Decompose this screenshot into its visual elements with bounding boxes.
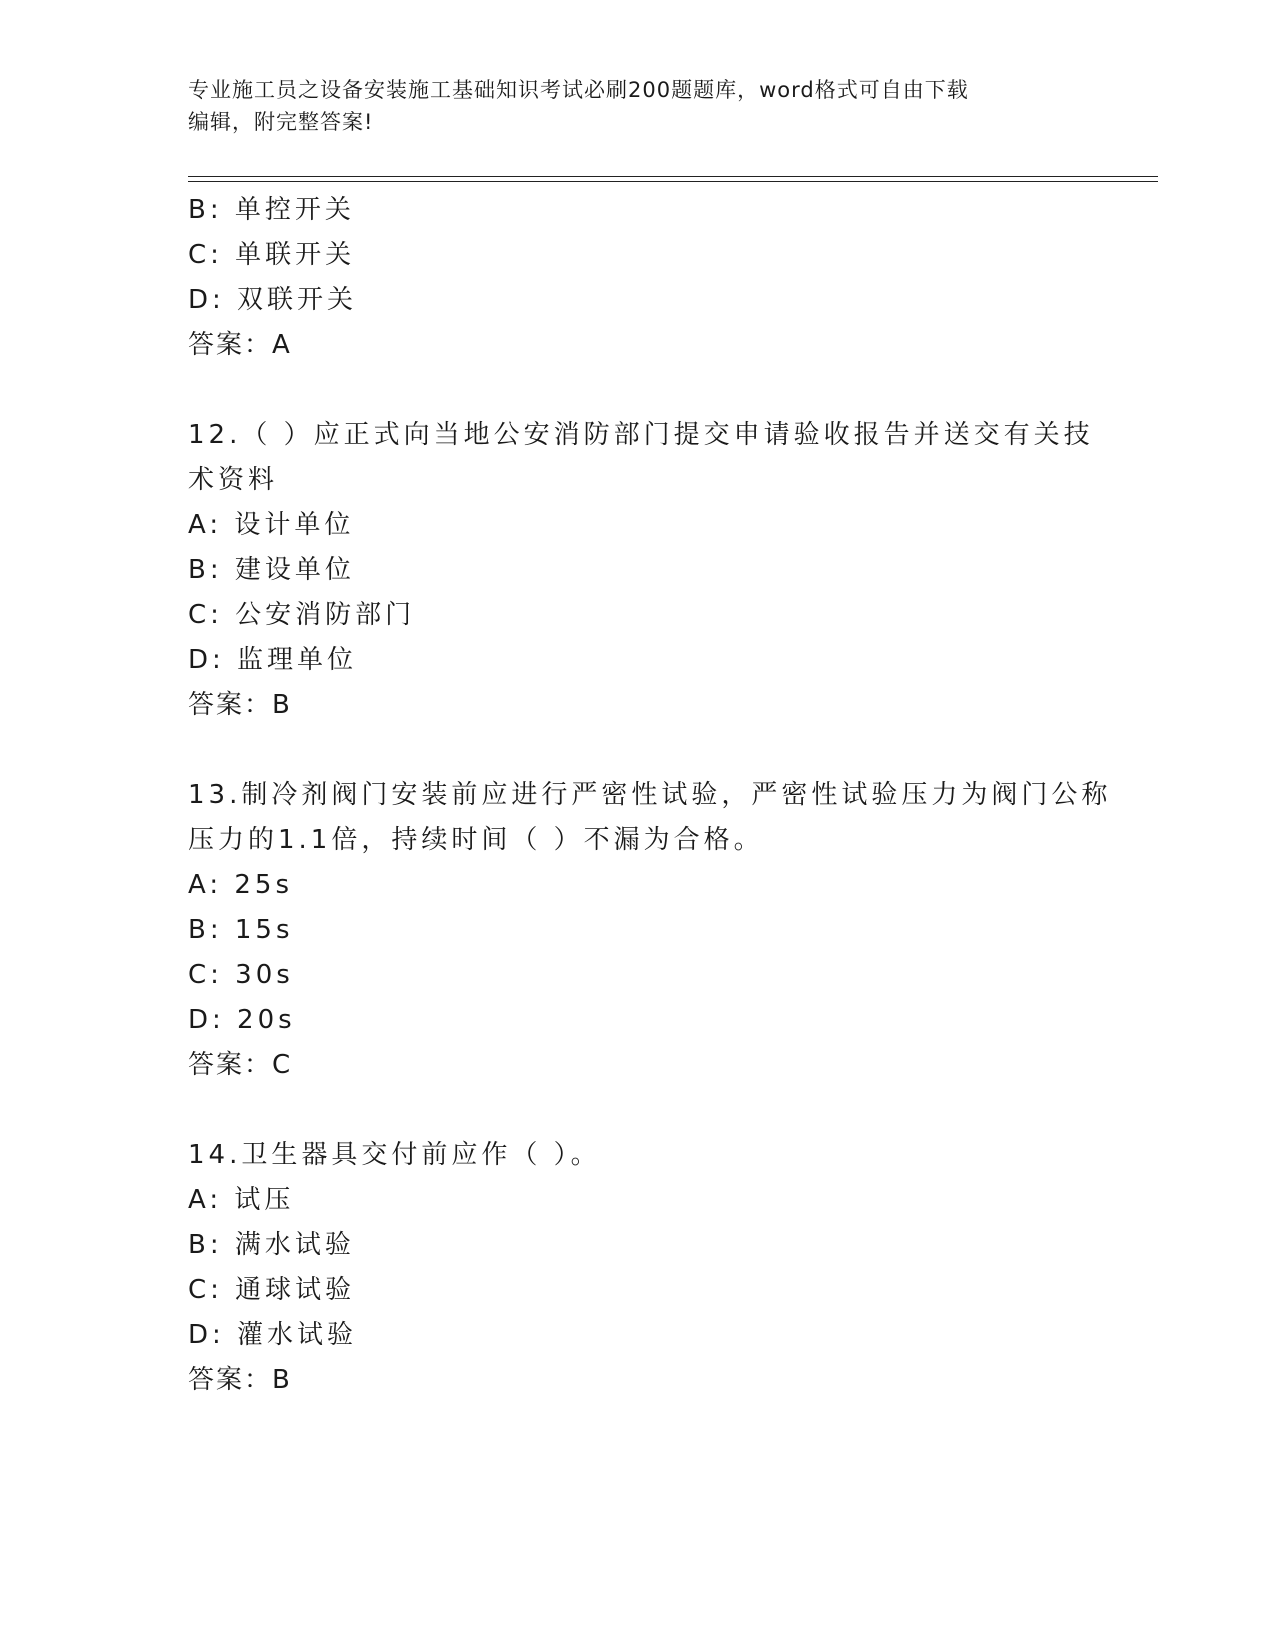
q12-option-a: A: 设计单位	[188, 510, 355, 540]
header-divider-top	[188, 176, 1158, 177]
q14-option-a: A: 试压	[188, 1185, 295, 1215]
q13-option-c: C: 30s	[188, 960, 294, 990]
q12-option-b: B: 建设单位	[188, 555, 355, 585]
q14-stem-line-1: 14.卫生器具交付前应作（ ）。	[188, 1140, 601, 1170]
q14-answer: 答案：B	[188, 1365, 292, 1395]
q13-stem-line-2: 压力的1.1倍，持续时间（ ）不漏为合格。	[188, 825, 764, 855]
q11-option-d: D: 双联开关	[188, 285, 358, 315]
q13-stem-line-1: 13.制冷剂阀门安装前应进行严密性试验，严密性试验压力为阀门公称	[188, 780, 1112, 810]
document-header	[188, 74, 1088, 138]
q11-option-c: C: 单联开关	[188, 240, 356, 270]
q13-answer: 答案：C	[188, 1050, 293, 1080]
q14-option-d: D: 灌水试验	[188, 1320, 358, 1350]
q13-option-a: A: 25s	[188, 870, 293, 900]
q12-option-c: C: 公安消防部门	[188, 600, 416, 630]
header-line-1: 专业施工员之设备安装施工基础知识考试必刷200题题库，word格式可自由下载	[188, 78, 969, 102]
q11-option-b: B: 单控开关	[188, 195, 355, 225]
q12-stem-line-2: 术资料	[188, 465, 279, 495]
q13-option-d: D: 20s	[188, 1005, 296, 1035]
q11-answer: 答案：A	[188, 330, 292, 360]
header-divider-bottom	[188, 181, 1158, 182]
q12-option-d: D: 监理单位	[188, 645, 358, 675]
q14-option-b: B: 满水试验	[188, 1230, 355, 1260]
q14-option-c: C: 通球试验	[188, 1275, 356, 1305]
q12-stem-line-1: 12.（ ）应正式向当地公安消防部门提交申请验收报告并送交有关技	[188, 420, 1094, 450]
header-line-2: 编辑，附完整答案!	[188, 110, 374, 134]
q12-answer: 答案：B	[188, 690, 292, 720]
q13-option-b: B: 15s	[188, 915, 294, 945]
